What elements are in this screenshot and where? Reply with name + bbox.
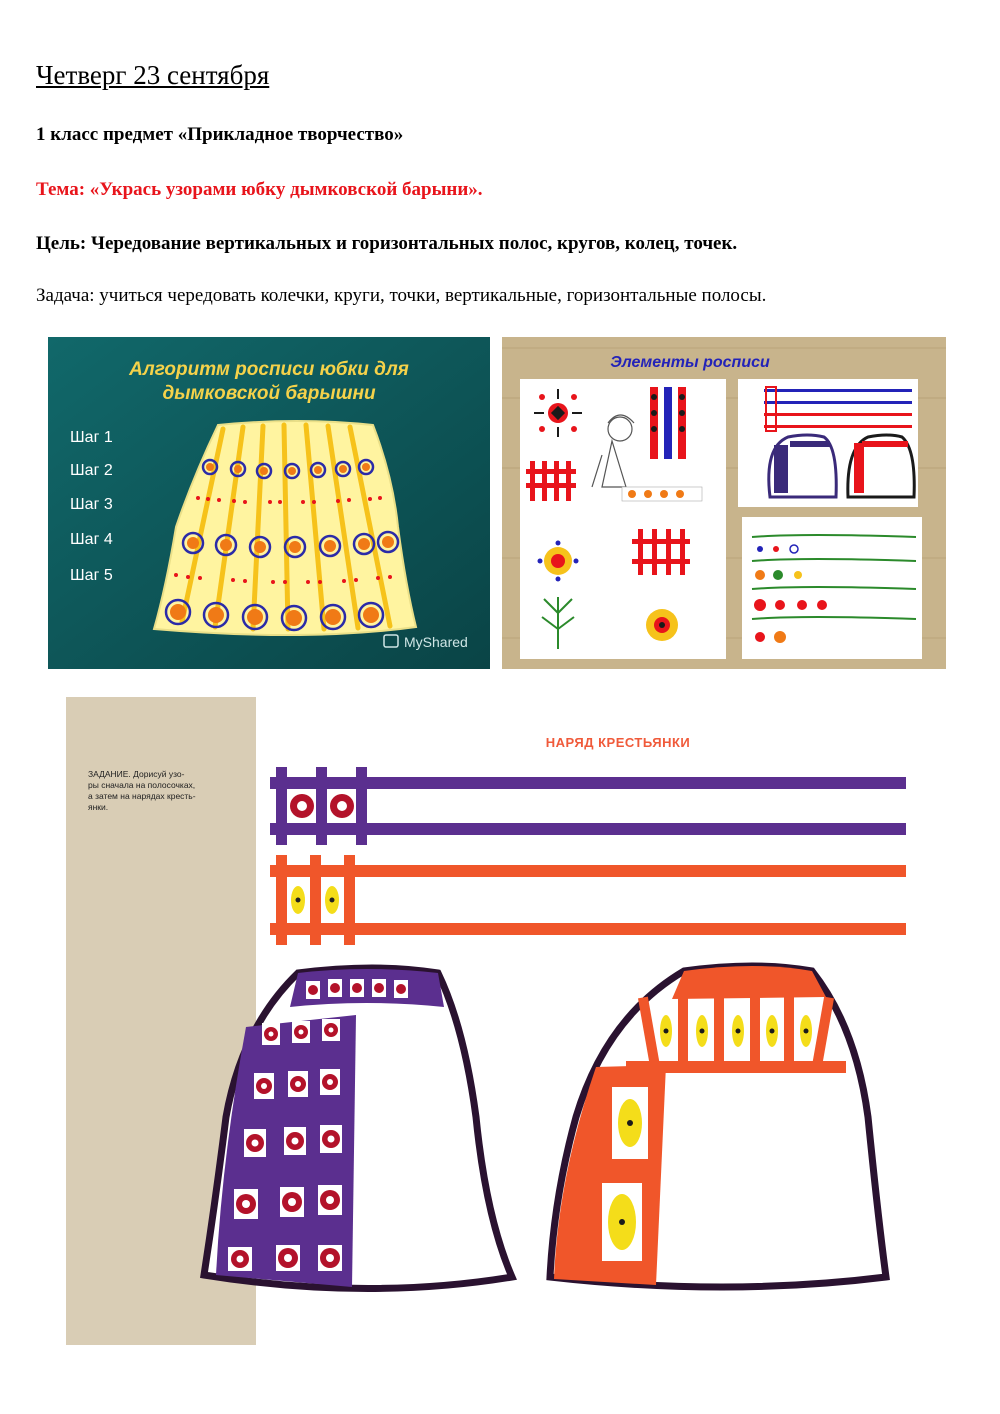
subject-line: 1 класс предмет «Прикладное творчество» [36,124,404,145]
step-label: Шаг 5 [70,567,113,584]
algorithm-slide [48,337,490,669]
elements-slide-graphic [502,337,946,669]
step-label: Шаг 3 [70,496,113,513]
assignment-line: ЗАДАНИЕ. Дорисуй узо- [88,769,185,779]
task-line: Задача: учиться чередовать колечки, круги, точки, вертикальные, горизонтальные полосы. [36,285,767,306]
step-label: Шаг 2 [70,462,113,479]
worksheet-heading: НАРЯД КРЕСТЬЯНКИ [545,735,691,750]
assignment-line: янки. [88,802,109,812]
step-label: Шаг 4 [70,531,113,548]
myshared-watermark: MyShared [404,634,468,650]
assignment-line: ры сначала на полосочках, [88,780,196,790]
goal-line: Цель: Чередование вертикальных и горизонтальных полос, кругов, колец, точек. [36,233,738,254]
theme-line: Тема: «Укрась узорами юбку дымковской барыни». [36,179,483,200]
elements-card-left [520,379,726,659]
algorithm-title-1: Алгоритм росписи юбки для [129,359,409,380]
elements-slide [502,337,946,669]
pattern-columns [650,387,686,459]
worksheet-graphic [66,697,950,1345]
sun-motif [534,389,582,437]
elements-title: Элементы росписи [610,354,770,371]
dot-band [622,487,702,501]
algorithm-slide-graphic [48,337,490,669]
assignment-line: а затем на нарядах кресть- [88,791,196,801]
algorithm-title-2: дымковской барышни [162,383,376,404]
sun-motif-2 [646,609,678,641]
worksheet-image [66,697,950,1345]
step-label: Шаг 1 [70,429,113,446]
page-date: Четверг 23 сентября [36,60,270,90]
